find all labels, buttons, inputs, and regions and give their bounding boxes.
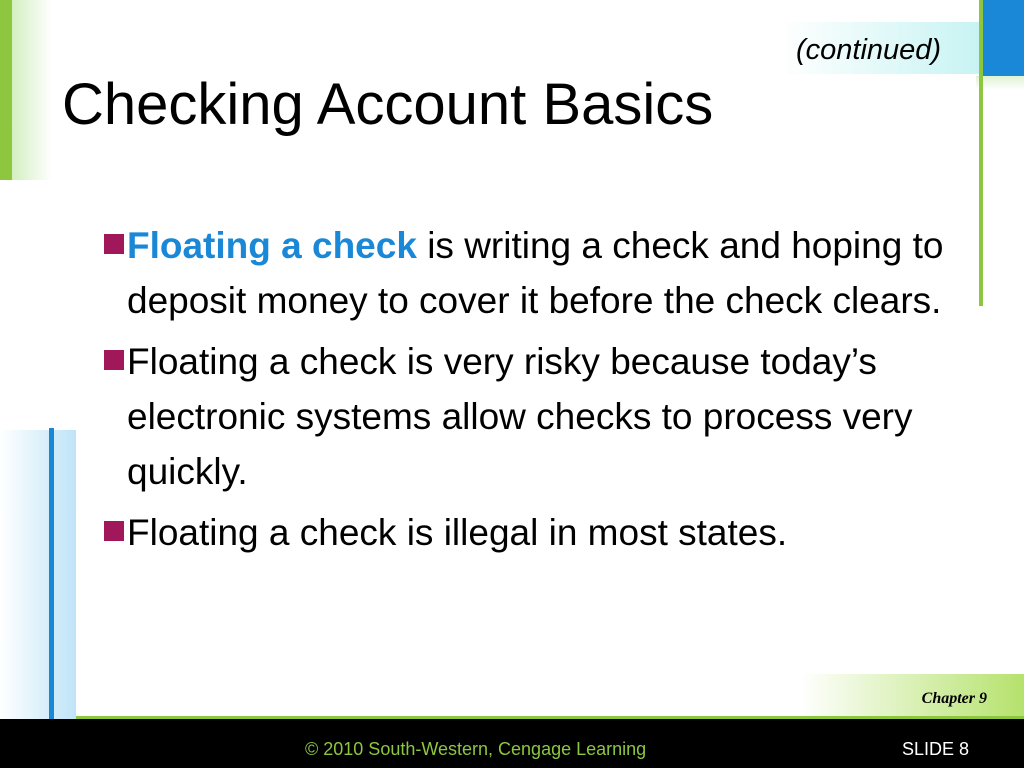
chapter-label: Chapter 9 (921, 690, 987, 707)
bottom-left-gradient (0, 430, 76, 720)
bullet-list (100, 218, 960, 560)
top-left-gradient (12, 0, 52, 180)
top-right-green-fade (976, 76, 1024, 90)
continued-label: (continued) (796, 34, 942, 66)
top-right-blue-bar (980, 0, 1024, 76)
slide-title: Checking Account Basics (62, 72, 714, 137)
bullet-item (100, 505, 960, 560)
top-left-green-bar (0, 0, 12, 180)
bullet-text: Floating a check is illegal in most states. (127, 512, 788, 553)
left-blue-line (49, 428, 54, 736)
square-bullet-icon (104, 234, 124, 254)
bullet-item (100, 218, 960, 328)
bullet-item (100, 334, 960, 499)
key-term: Floating a check (127, 225, 417, 266)
square-bullet-icon (104, 350, 124, 370)
square-bullet-icon (104, 521, 124, 541)
bullet-text: is writing a check and hoping to deposit money to cover it before the check clears. (127, 225, 944, 321)
slide-number: SLIDE 8 (902, 739, 970, 759)
copyright-text: © 2010 South-Western, Cengage Learning (305, 739, 647, 759)
right-green-line (979, 0, 983, 306)
bullet-text: Floating a check is very risky because today’s electronic systems allow checks to process very quickly. (127, 341, 913, 492)
bottom-right-green-gradient (800, 674, 1024, 718)
